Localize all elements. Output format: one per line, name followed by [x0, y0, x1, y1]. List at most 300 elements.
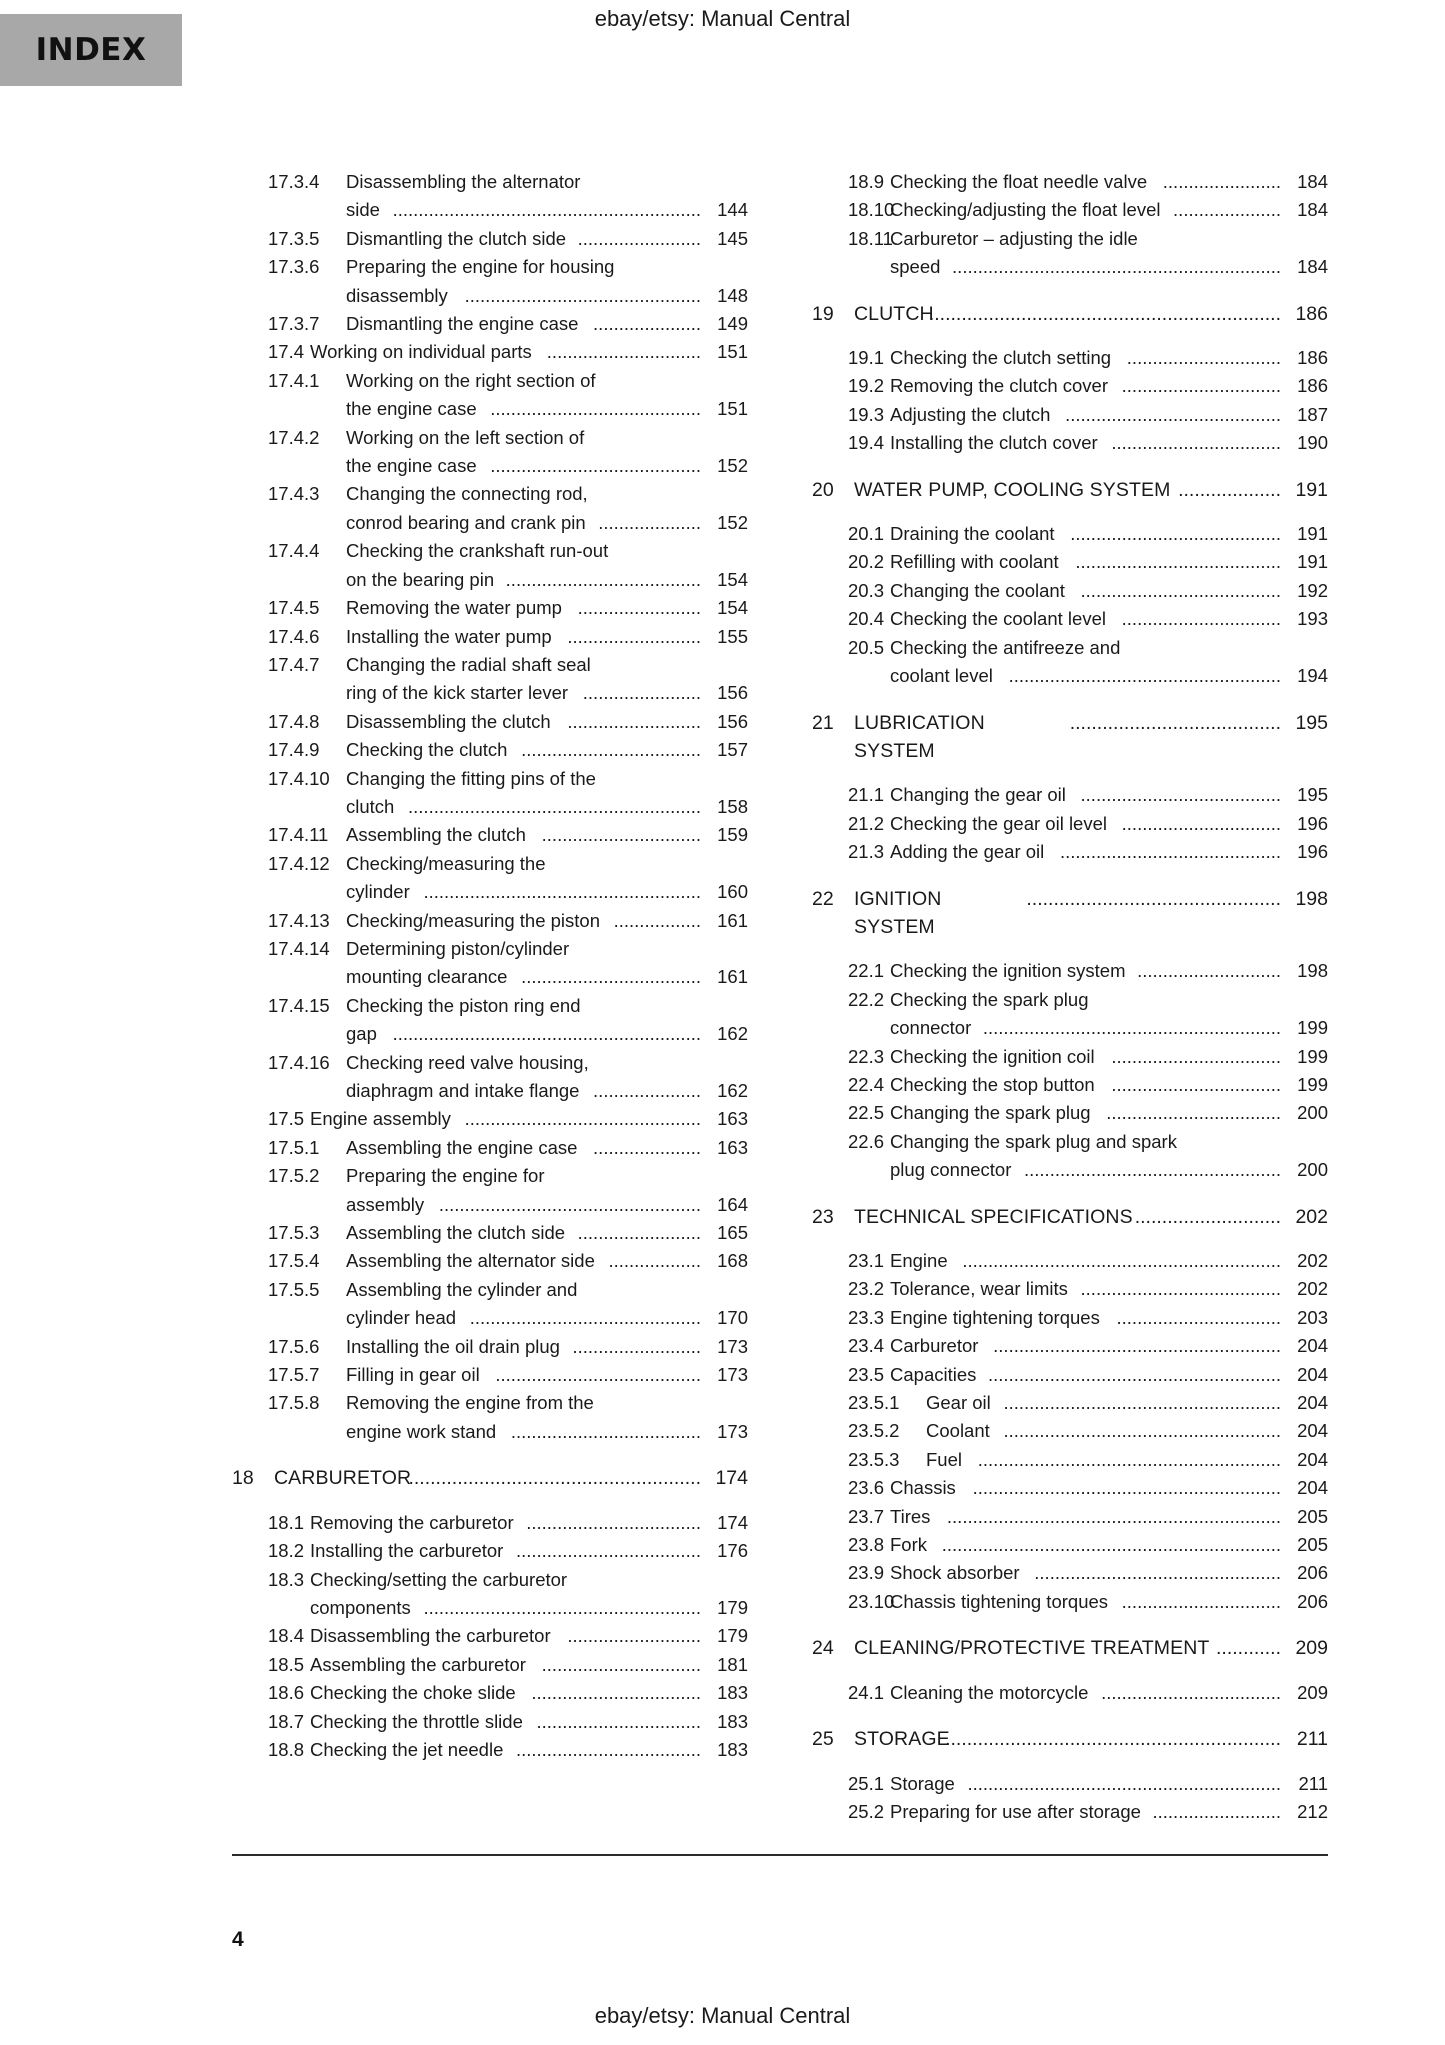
- toc-entry[interactable]: [232, 310, 748, 338]
- toc-entry-number: 20.3: [848, 579, 885, 601]
- toc-entry[interactable]: [812, 196, 1328, 224]
- toc-entry[interactable]: [812, 1798, 1328, 1826]
- toc-entry-number: 17.4.9: [268, 739, 320, 761]
- toc-entry[interactable]: [232, 168, 748, 196]
- toc-entry-number: 22.1: [848, 960, 885, 982]
- toc-entry[interactable]: [812, 781, 1328, 809]
- toc-entry[interactable]: [232, 1105, 748, 1133]
- toc-entry[interactable]: [812, 429, 1328, 457]
- toc-entry[interactable]: [232, 424, 748, 452]
- toc-page-number: 161: [717, 966, 748, 988]
- toc-entry-title: Fork: [890, 1534, 927, 1556]
- toc-leader-dots: .....................: [593, 313, 701, 335]
- toc-entry-title: the engine case: [346, 455, 477, 477]
- toc-leader-dots: ..............................: [1126, 347, 1281, 369]
- toc-entry[interactable]: [812, 1588, 1328, 1616]
- toc-entry-title: Assembling the cylinder and: [346, 1278, 578, 1300]
- toc-entry-number: 17.4.12: [268, 852, 330, 874]
- toc-entry-number: 18.4: [268, 1625, 305, 1647]
- toc-page-number: 184: [1297, 256, 1328, 278]
- toc-entry-number: 17.4.3: [268, 483, 320, 505]
- toc-page-number: 156: [717, 682, 748, 704]
- toc-entry-title: on the bearing pin: [346, 568, 495, 590]
- toc-entry[interactable]: [232, 566, 748, 594]
- toc-leader-dots: .................................: [1111, 1073, 1281, 1095]
- toc-entry-number: 17.4.8: [268, 710, 320, 732]
- toc-entry[interactable]: [812, 1304, 1328, 1332]
- toc-page-number: 204: [1297, 1363, 1328, 1385]
- toc-entry-number: 22.4: [848, 1073, 885, 1095]
- toc-entry[interactable]: [812, 1043, 1328, 1071]
- toc-entry-number: 19: [812, 302, 834, 325]
- toc-entry-title: Assembling the alternator side: [346, 1250, 595, 1272]
- toc-entry[interactable]: [232, 1219, 748, 1247]
- toc-chapter-entry[interactable]: [812, 885, 1328, 942]
- toc-entry[interactable]: [232, 1566, 748, 1594]
- toc-entry-title: Checking reed valve housing,: [346, 1051, 589, 1073]
- toc-leader-dots: ...........................................: [1059, 841, 1281, 863]
- toc-entry[interactable]: [232, 1049, 748, 1077]
- toc-leader-dots: ............: [1215, 1637, 1281, 1660]
- toc-leader-dots: ...................................: [1101, 1681, 1281, 1703]
- toc-page-number: 157: [717, 739, 748, 761]
- toc-entry-title: Checking/measuring the piston: [346, 909, 601, 931]
- toc-entry[interactable]: [232, 480, 748, 508]
- toc-page-number: 154: [717, 568, 748, 590]
- toc-entry-number: 18: [232, 1467, 254, 1490]
- toc-entry[interactable]: [232, 679, 748, 707]
- toc-entry[interactable]: [232, 623, 748, 651]
- toc-chapter-entry[interactable]: [232, 1464, 748, 1492]
- toc-page-number: 161: [717, 909, 748, 931]
- toc-leader-dots: .......................................: [1069, 711, 1281, 734]
- toc-page-number: 152: [717, 511, 748, 533]
- toc-leader-dots: .......................................: [1080, 784, 1281, 806]
- toc-entry-number: 18.6: [268, 1682, 305, 1704]
- toc-entry-title: Changing the connecting rod,: [346, 483, 588, 505]
- toc-entry[interactable]: [232, 1162, 748, 1190]
- toc-entry-number: 20.5: [848, 636, 885, 658]
- toc-entry-number: 17.5.6: [268, 1335, 320, 1357]
- toc-entry[interactable]: [812, 838, 1328, 866]
- toc-entry[interactable]: [232, 1276, 748, 1304]
- toc-entry-title: Carburetor – adjusting the idle: [890, 227, 1138, 249]
- toc-entry-title: plug connector: [890, 1159, 1012, 1181]
- toc-entry-title: assembly: [346, 1193, 425, 1215]
- toc-leader-dots: ...............................: [1121, 608, 1281, 630]
- toc-entry[interactable]: [232, 367, 748, 395]
- toc-leader-dots: ......................................................: [1003, 1420, 1281, 1442]
- toc-page-number: 151: [717, 398, 748, 420]
- toc-entry-number: 24.1: [848, 1681, 885, 1703]
- toc-entry[interactable]: [232, 594, 748, 622]
- toc-entry[interactable]: [232, 907, 748, 935]
- toc-entry-title: Changing the gear oil: [890, 784, 1066, 806]
- toc-entry-number: 17.3.7: [268, 313, 320, 335]
- toc-entry[interactable]: [232, 1361, 748, 1389]
- toc-entry-title: CLEANING/PROTECTIVE TREATMENT: [854, 1637, 1210, 1660]
- toc-entry[interactable]: [232, 935, 748, 963]
- toc-entry[interactable]: [232, 963, 748, 991]
- toc-leader-dots: ........................................: [495, 1364, 701, 1386]
- toc-page-number: 199: [1297, 1073, 1328, 1095]
- toc-entry[interactable]: [812, 986, 1328, 1014]
- toc-left-column: [232, 168, 748, 1826]
- toc-entry-title: Removing the carburetor: [310, 1511, 514, 1533]
- toc-page-number: 199: [1297, 1017, 1328, 1039]
- toc-page-number: 206: [1297, 1562, 1328, 1584]
- toc-entry-title: Installing the clutch cover: [890, 432, 1098, 454]
- toc-leader-dots: .................: [613, 909, 701, 931]
- toc-entry-number: 17.4.6: [268, 625, 320, 647]
- toc-entry[interactable]: [812, 1361, 1328, 1389]
- toc-entry[interactable]: [812, 1099, 1328, 1127]
- toc-entry-title: diaphragm and intake flange: [346, 1080, 580, 1101]
- toc-page-number: 202: [1297, 1278, 1328, 1300]
- toc-leader-dots: .............................................................: [967, 1772, 1281, 1794]
- toc-entry[interactable]: [232, 850, 748, 878]
- toc-entry[interactable]: [232, 708, 748, 736]
- toc-leader-dots: ......................................................: [423, 1596, 701, 1618]
- toc-leader-dots: .....................................: [510, 1420, 701, 1442]
- toc-leader-dots: ....................................: [515, 1540, 701, 1562]
- toc-entry[interactable]: [232, 651, 748, 679]
- toc-leader-dots: ...............................................: [1026, 887, 1281, 910]
- toc-entry[interactable]: [812, 810, 1328, 838]
- toc-page-number: 173: [717, 1335, 748, 1357]
- toc-entry-title: Filling in gear oil: [346, 1364, 480, 1386]
- toc-leader-dots: ...........................................................: [977, 1448, 1281, 1470]
- toc-page-number: 186: [1297, 375, 1328, 397]
- toc-entry-number: 22.2: [848, 988, 885, 1010]
- toc-entry-number: 19.1: [848, 347, 885, 369]
- toc-entry[interactable]: [812, 1474, 1328, 1502]
- toc-entry[interactable]: [812, 1156, 1328, 1184]
- toc-page-number: 186: [1297, 347, 1328, 369]
- toc-leader-dots: .........................................................: [408, 795, 701, 817]
- toc-entry[interactable]: [232, 1134, 748, 1162]
- toc-page-number: 173: [717, 1364, 748, 1386]
- toc-page-number: 176: [717, 1540, 748, 1562]
- toc-entry-title: Preparing the engine for: [346, 1165, 545, 1187]
- toc-entry-title: clutch: [346, 795, 395, 817]
- toc-entry[interactable]: [232, 1594, 748, 1622]
- toc-entry[interactable]: [232, 1191, 748, 1219]
- toc-entry[interactable]: [232, 736, 748, 764]
- toc-leader-dots: ..................................................................: [941, 1534, 1281, 1556]
- toc-entry[interactable]: [232, 992, 748, 1020]
- toc-entry[interactable]: [812, 577, 1328, 605]
- toc-leader-dots: .....................................................: [1008, 665, 1281, 687]
- toc-leader-dots: .........................................: [490, 455, 701, 477]
- toc-page-number: 204: [1297, 1420, 1328, 1442]
- toc-entry-title: Checking the clutch: [346, 739, 508, 761]
- toc-entry-title: Determining piston/cylinder: [346, 937, 570, 959]
- toc-entry[interactable]: [232, 537, 748, 565]
- toc-page-number: 198: [1297, 960, 1328, 982]
- toc-entry-number: 23.3: [848, 1306, 885, 1328]
- toc-entry[interactable]: [812, 1071, 1328, 1099]
- toc-entry[interactable]: [812, 1503, 1328, 1531]
- toc-entry[interactable]: [232, 253, 748, 281]
- toc-entry-title: IGNITION SYSTEM: [854, 887, 942, 938]
- toc-page-number: 144: [717, 199, 748, 221]
- toc-leader-dots: ................................................: [1034, 1562, 1281, 1584]
- toc-entry[interactable]: [232, 282, 748, 310]
- toc-entry[interactable]: [812, 1446, 1328, 1474]
- toc-leader-dots: .................................................................: [946, 1505, 1281, 1527]
- toc-entry[interactable]: [232, 1077, 748, 1105]
- toc-page-number: 183: [717, 1738, 748, 1760]
- toc-entry-title: CARBURETOR: [274, 1467, 412, 1490]
- page-number: 4: [232, 1928, 244, 1951]
- toc-entry-title: Changing the radial shaft seal: [346, 653, 591, 675]
- toc-leader-dots: ...................................................: [438, 1193, 701, 1215]
- toc-entry-title: Dismantling the engine case: [346, 313, 579, 335]
- toc-entry[interactable]: [812, 401, 1328, 429]
- toc-entry-title: Gear oil: [926, 1392, 991, 1414]
- toc-entry[interactable]: [232, 1333, 748, 1361]
- toc-entry[interactable]: [232, 878, 748, 906]
- toc-leader-dots: ........................: [577, 1222, 701, 1244]
- toc-entry[interactable]: [232, 509, 748, 537]
- running-footer: ebay/etsy: Manual Central: [594, 2003, 851, 2028]
- toc-entry[interactable]: [232, 1418, 748, 1446]
- toc-entry[interactable]: [232, 1736, 748, 1764]
- toc-page-number: 156: [717, 710, 748, 732]
- toc-entry[interactable]: [812, 662, 1328, 690]
- toc-entry[interactable]: [232, 1537, 748, 1565]
- toc-leader-dots: ...................: [1178, 478, 1281, 501]
- toc-entry[interactable]: [232, 1389, 748, 1417]
- toc-entry-title: components: [310, 1596, 411, 1618]
- toc-leader-dots: ........................: [577, 227, 701, 249]
- toc-leader-dots: ...............................: [541, 1653, 701, 1675]
- toc-entry-number: 17.4.15: [268, 994, 330, 1016]
- toc-entry[interactable]: [232, 225, 748, 253]
- toc-entry-title: Tolerance, wear limits: [890, 1278, 1068, 1300]
- toc-entry-title: side: [346, 199, 380, 221]
- toc-entry-title: mounting clearance: [346, 966, 508, 988]
- toc-entry[interactable]: [812, 1275, 1328, 1303]
- toc-entry-number: 23.8: [848, 1534, 885, 1556]
- toc-entry[interactable]: [232, 1509, 748, 1537]
- toc-entry-title: Preparing for use after storage: [890, 1800, 1141, 1822]
- toc-entry-title: ring of the kick starter lever: [346, 682, 569, 704]
- toc-entry-title: Capacities: [890, 1363, 977, 1385]
- toc-page-number: 159: [717, 824, 748, 846]
- toc-page-number: 193: [1297, 608, 1328, 630]
- toc-leader-dots: ..................: [608, 1250, 701, 1272]
- toc-page-number: 187: [1297, 403, 1328, 425]
- toc-leader-dots: ...............................: [1121, 375, 1281, 397]
- toc-entry-title: cylinder: [346, 881, 410, 903]
- toc-entry[interactable]: [812, 1332, 1328, 1360]
- toc-entry[interactable]: [232, 452, 748, 480]
- toc-entry-number: 18.1: [268, 1511, 305, 1533]
- toc-entry-number: 23: [812, 1205, 834, 1228]
- toc-entry-title: cylinder head: [346, 1307, 457, 1329]
- toc-entry[interactable]: [812, 1679, 1328, 1707]
- toc-entry[interactable]: [232, 1708, 748, 1736]
- toc-entry[interactable]: [812, 1247, 1328, 1275]
- toc-page-number: 152: [717, 455, 748, 477]
- toc-entry-title: Carburetor: [890, 1335, 979, 1357]
- toc-entry-title: speed: [890, 256, 941, 278]
- toc-leader-dots: ............................................................: [392, 1023, 701, 1045]
- toc-entry-number: 23.5.1: [848, 1392, 900, 1414]
- toc-leader-dots: ........................................................: [993, 1335, 1281, 1357]
- toc-entry[interactable]: [812, 225, 1328, 253]
- toc-entry-number: 22.3: [848, 1045, 885, 1067]
- toc-entry-title: Chassis: [890, 1477, 956, 1499]
- footer-rule: [232, 1854, 1328, 1856]
- toc-entry-title: Coolant: [926, 1420, 990, 1442]
- toc-page-number: 148: [717, 284, 748, 306]
- toc-chapter-entry[interactable]: [812, 1634, 1328, 1662]
- toc-page-number: 196: [1297, 812, 1328, 834]
- toc-leader-dots: .........................................: [1070, 523, 1281, 545]
- toc-leader-dots: ............................................................: [392, 199, 701, 221]
- toc-entry[interactable]: [812, 1531, 1328, 1559]
- toc-entry-title: Checking the ignition system: [890, 960, 1126, 982]
- toc-leader-dots: ...............................: [541, 824, 701, 846]
- toc-entry-title: Removing the clutch cover: [890, 375, 1108, 397]
- toc-entry[interactable]: [812, 548, 1328, 576]
- toc-entry[interactable]: [812, 372, 1328, 400]
- toc-entry-title: coolant level: [890, 665, 993, 687]
- toc-leader-dots: ....................: [598, 511, 701, 533]
- toc-entry-number: 21.3: [848, 841, 885, 863]
- toc-chapter-entry[interactable]: [812, 709, 1328, 766]
- toc-entry[interactable]: [232, 1304, 748, 1332]
- toc-chapter-entry[interactable]: [812, 1203, 1328, 1231]
- toc-leader-dots: .....................: [1173, 199, 1281, 221]
- toc-leader-dots: ........................................: [1075, 551, 1281, 573]
- toc-page-number: 179: [717, 1625, 748, 1647]
- toc-entry-number: 19.2: [848, 375, 885, 397]
- toc-entry[interactable]: [232, 1679, 748, 1707]
- toc-chapter-entry[interactable]: [812, 300, 1328, 328]
- toc-entry-title: Checking/setting the carburetor: [310, 1568, 568, 1590]
- toc-page-number: 191: [1297, 551, 1328, 573]
- toc-entry[interactable]: [812, 344, 1328, 372]
- toc-entry[interactable]: [232, 1622, 748, 1650]
- toc-entry[interactable]: [232, 765, 748, 793]
- toc-entry-number: 17.5.2: [268, 1165, 320, 1187]
- toc-entry[interactable]: [812, 1417, 1328, 1445]
- toc-entry-title: Storage: [890, 1772, 955, 1794]
- toc-entry[interactable]: [232, 196, 748, 224]
- toc-entry[interactable]: [812, 1128, 1328, 1156]
- toc-entry-title: LUBRICATION SYSTEM: [854, 711, 985, 762]
- toc-chapter-entry[interactable]: [812, 1725, 1328, 1753]
- toc-page-number: 158: [717, 795, 748, 817]
- toc-leader-dots: ......................................................: [1003, 1392, 1281, 1414]
- toc-entry-title: Checking the ignition coil: [890, 1045, 1095, 1067]
- toc-entry-title: conrod bearing and crank pin: [346, 511, 586, 533]
- toc-entry[interactable]: [812, 168, 1328, 196]
- toc-page-number: 184: [1297, 171, 1328, 192]
- toc-entry-number: 18.7: [268, 1710, 305, 1732]
- toc-entry-number: 17.5.3: [268, 1222, 320, 1244]
- toc-entry-title: Assembling the clutch side: [346, 1222, 566, 1244]
- toc-page-number: 195: [1295, 711, 1328, 734]
- toc-entry[interactable]: [812, 253, 1328, 281]
- toc-leader-dots: ..........................: [567, 625, 701, 647]
- toc-entry-title: Checking the jet needle: [310, 1738, 504, 1760]
- toc-entry[interactable]: [232, 338, 748, 366]
- toc-entry[interactable]: [232, 821, 748, 849]
- toc-entry-number: 20: [812, 478, 834, 501]
- toc-entry-number: 17.4.14: [268, 937, 330, 959]
- toc-entry-title: Checking the antifreeze and: [890, 636, 1121, 658]
- toc-entry[interactable]: [812, 1389, 1328, 1417]
- toc-entry-title: Checking/adjusting the float level: [890, 199, 1161, 221]
- toc-entry-number: 17.5.7: [268, 1364, 320, 1386]
- toc-entry-number: 19.3: [848, 403, 885, 425]
- toc-entry-title: Checking the throttle slide: [310, 1710, 523, 1732]
- toc-page-number: 200: [1297, 1159, 1328, 1181]
- toc-leader-dots: .........................: [1152, 1800, 1281, 1822]
- toc-entry[interactable]: [232, 1020, 748, 1048]
- toc-leader-dots: ..............................: [546, 341, 701, 363]
- toc-page-number: 183: [717, 1710, 748, 1732]
- toc-leader-dots: ......................................................: [423, 881, 701, 903]
- toc-page-number: 170: [717, 1307, 748, 1329]
- toc-entry-number: 21.1: [848, 784, 885, 806]
- toc-entry-number: 23.4: [848, 1335, 885, 1357]
- toc-chapter-entry[interactable]: [812, 476, 1328, 504]
- toc-entry-title: Dismantling the clutch side: [346, 227, 567, 249]
- toc-page-number: 162: [717, 1080, 748, 1101]
- toc-entry[interactable]: [812, 634, 1328, 662]
- toc-leader-dots: ...............................: [1121, 1590, 1281, 1612]
- toc-entry-number: 18.8: [268, 1738, 305, 1760]
- toc-entry[interactable]: [812, 1770, 1328, 1798]
- toc-entry-title: Removing the engine from the: [346, 1392, 594, 1414]
- toc-entry[interactable]: [812, 1014, 1328, 1042]
- toc-leader-dots: .........................................: [490, 398, 701, 420]
- toc-entry[interactable]: [812, 1559, 1328, 1587]
- toc-entry[interactable]: [232, 395, 748, 423]
- toc-entry[interactable]: [232, 793, 748, 821]
- toc-leader-dots: ......................................: [505, 568, 701, 590]
- toc-page-number: 184: [1297, 199, 1328, 221]
- toc-page-number: 203: [1297, 1306, 1328, 1328]
- toc-page-number: 205: [1297, 1534, 1328, 1556]
- toc-entry-title: Checking the coolant level: [890, 608, 1106, 630]
- toc-entry-title: Installing the water pump: [346, 625, 552, 647]
- toc-entry[interactable]: [232, 1247, 748, 1275]
- toc-entry-number: 17.5.1: [268, 1136, 320, 1158]
- toc-entry[interactable]: [812, 605, 1328, 633]
- toc-entry[interactable]: [232, 1651, 748, 1679]
- toc-page-number: 163: [717, 1136, 748, 1158]
- toc-entry[interactable]: [812, 957, 1328, 985]
- toc-entry-number: 17.5.5: [268, 1278, 320, 1300]
- toc-leader-dots: ...........................: [1134, 1205, 1281, 1228]
- toc-entry-title: STORAGE: [854, 1728, 950, 1751]
- toc-entry-title: Draining the coolant: [890, 523, 1055, 545]
- toc-page-number: 179: [717, 1596, 748, 1618]
- toc-page-number: 183: [717, 1682, 748, 1704]
- toc-leader-dots: ..............................................................: [945, 1728, 1281, 1751]
- toc-entry[interactable]: [812, 520, 1328, 548]
- toc-entry-number: 25.2: [848, 1800, 885, 1822]
- toc-entry-title: Working on the right section of: [346, 369, 596, 391]
- toc-entry-number: 17.4.7: [268, 653, 320, 675]
